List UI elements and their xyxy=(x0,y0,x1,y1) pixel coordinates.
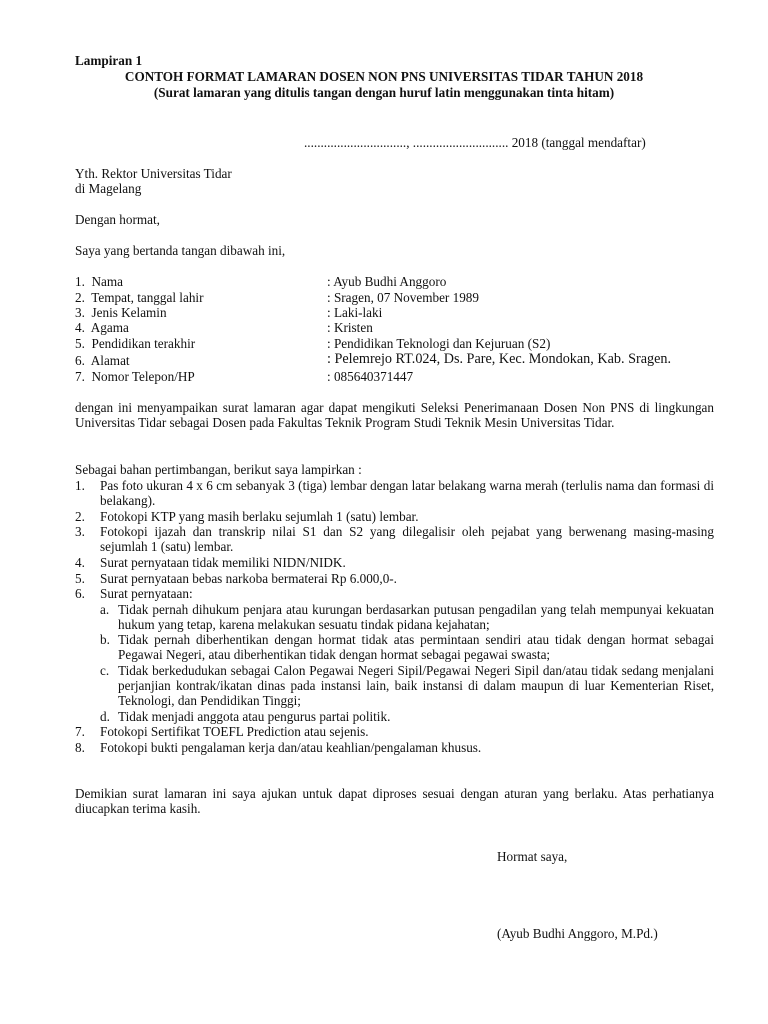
field-value-phone: : 085640371447 xyxy=(327,369,414,384)
statement-letter: c. xyxy=(100,663,110,678)
statement-text: Tidak pernah dihukum penjara atau kurungan berdasarkan putusan pengadilan yang telah mempunyai kekuatan hukum yang tetap, karena melakukan sesuatu tindak pidana kejahatan; xyxy=(118,602,714,633)
greeting: Dengan hormat, xyxy=(75,212,160,227)
field-row-education xyxy=(75,336,195,351)
attachment-text: Fotokopi bukti pengalaman kerja dan/atau keahlian/pengalaman khusus. xyxy=(100,740,482,755)
attachments-intro: Sebagai bahan pertimbangan, berikut saya lampirkan : xyxy=(75,462,362,477)
field-number: 3. xyxy=(75,305,85,320)
lampiran-label: Lampiran 1 xyxy=(75,53,143,68)
field-value-gender: : Laki-laki xyxy=(327,305,383,320)
attachment-text: Fotokopi ijazah dan transkrip nilai S1 dan S2 yang dilegalisir oleh pejabat yang berwenang masing-masing sejumlah 1 (satu) lembar. xyxy=(100,524,714,555)
date-line: ..............................., ............................. 2018 (tanggal mendaftar) xyxy=(304,135,646,150)
field-number: 1. xyxy=(75,274,85,289)
field-label: Pendidikan terakhir xyxy=(91,336,196,351)
sign-off: Hormat saya, xyxy=(497,849,568,864)
field-number: 7. xyxy=(75,369,85,384)
attachment-text: Surat pernyataan: xyxy=(100,586,193,601)
attachment-number: 2. xyxy=(75,509,85,524)
attachment-number: 1. xyxy=(75,478,85,493)
attachment-number: 3. xyxy=(75,524,85,539)
signature-name: (Ayub Budhi Anggoro, M.Pd.) xyxy=(497,926,658,941)
attachment-number: 7. xyxy=(75,724,85,739)
attachment-number: 4. xyxy=(75,555,85,570)
field-row-address xyxy=(75,353,130,368)
field-label: Jenis Kelamin xyxy=(91,305,167,320)
attachment-text: Fotokopi KTP yang masih berlaku sejumlah 1 (satu) lembar. xyxy=(100,509,419,524)
field-row-gender xyxy=(75,305,167,320)
field-label: Nama xyxy=(91,274,123,289)
recipient-line-2: di Magelang xyxy=(75,181,142,196)
field-number: 2. xyxy=(75,290,85,305)
field-value-religion: : Kristen xyxy=(327,320,373,335)
field-row-phone xyxy=(75,369,195,384)
statement-text: Tidak pernah diberhentikan dengan hormat tidak atas permintaan sendiri atau tidak dengan hormat sebagai Pegawai Negeri, atau diberhentikan tidak dengan hormat sebagai pegawai swasta; xyxy=(118,632,714,663)
attachment-number: 8. xyxy=(75,740,85,755)
document-title: CONTOH FORMAT LAMARAN DOSEN NON PNS UNIVERSITAS TIDAR TAHUN 2018 xyxy=(124,69,644,84)
attachment-text: Surat pernyataan bebas narkoba bermaterai Rp 6.000,0-. xyxy=(100,571,397,586)
document-subtitle: (Surat lamaran yang ditulis tangan dengan huruf latin menggunakan tinta hitam) xyxy=(153,85,615,100)
field-row-name xyxy=(75,274,123,289)
attachment-text: Surat pernyataan tidak memiliki NIDN/NIDK. xyxy=(100,555,346,570)
field-value-name: : Ayub Budhi Anggoro xyxy=(327,274,447,289)
statement-text: Tidak berkedudukan sebagai Calon Pegawai Negeri Sipil/Pegawai Negeri Sipil dan/atau tidak sedang menjalani perjanjian kontrak/ikatan dinas pada instansi lain, baik instansi di dalam maupun di luar Kementerian Riset, Teknologi, dan Pendidikan Tinggi; xyxy=(118,663,714,709)
field-label: Alamat xyxy=(90,353,130,368)
field-row-birth xyxy=(75,290,203,305)
field-label: Agama xyxy=(90,320,129,335)
statement-letter: b. xyxy=(100,632,110,647)
attachment-number: 5. xyxy=(75,571,85,586)
attachment-text: Pas foto ukuran 4 x 6 cm sebanyak 3 (tiga) lembar dengan latar belakang warna merah (terlulis nama dan formasi di belakang). xyxy=(100,478,714,509)
statement-text: Tidak menjadi anggota atau pengurus partai politik. xyxy=(118,709,391,724)
field-number: 5. xyxy=(75,336,85,351)
field-number: 4. xyxy=(75,320,85,335)
statement-letter: a. xyxy=(100,602,110,617)
attachment-number: 6. xyxy=(75,586,85,601)
field-value-address: : Pelemrejo RT.024, Ds. Pare, Kec. Mondokan, Kab. Sragen. xyxy=(327,351,672,367)
field-label: Nomor Telepon/HP xyxy=(91,369,195,384)
recipient-line-1: Yth. Rektor Universitas Tidar xyxy=(75,166,232,181)
attachment-text: Fotokopi Sertifikat TOEFL Prediction atau sejenis. xyxy=(100,724,369,739)
field-label: Tempat, tanggal lahir xyxy=(91,290,204,305)
body-paragraph: dengan ini menyampaikan surat lamaran agar dapat mengikuti Seleksi Penerimanaan Dosen Non PNS di lingkungan Universitas Tidar sebagai Dosen pada Fakultas Teknik Program Studi Teknik Mesin Universitas Tidar. xyxy=(75,400,714,431)
field-row-religion xyxy=(75,320,129,335)
closing-paragraph: Demikian surat lamaran ini saya ajukan untuk dapat diproses sesuai dengan aturan yang berlaku. Atas perhatianya diucapkan terima kasih. xyxy=(75,786,714,817)
intro-line: Saya yang bertanda tangan dibawah ini, xyxy=(75,243,286,258)
field-value-education: : Pendidikan Teknologi dan Kejuruan (S2) xyxy=(327,336,551,351)
statement-letter: d. xyxy=(100,709,110,724)
field-value-birth: : Sragen, 07 November 1989 xyxy=(327,290,479,305)
field-number: 6. xyxy=(75,353,85,368)
